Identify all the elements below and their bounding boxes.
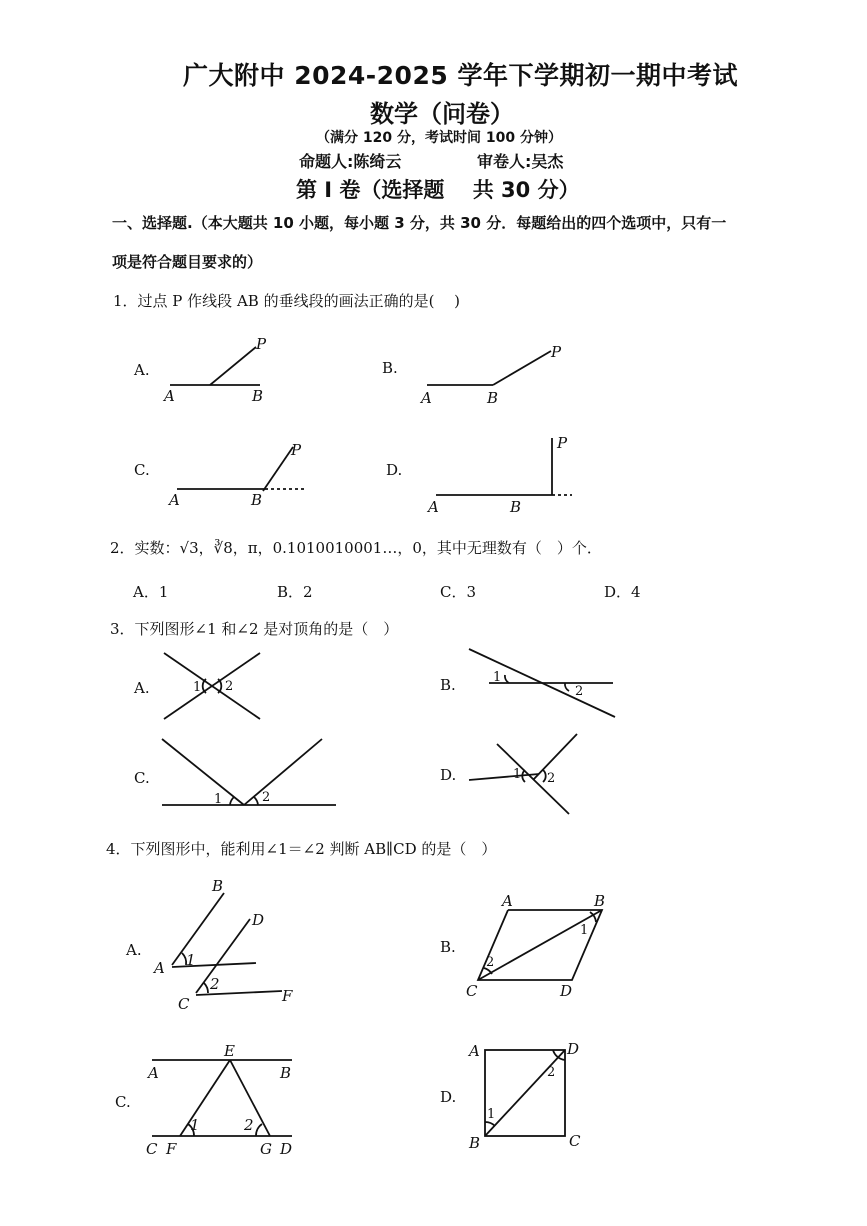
point-label-a: A	[154, 959, 165, 977]
q3-figure-d	[465, 730, 585, 820]
q4-figure-d	[465, 1038, 605, 1158]
q4-option-a-label: A.	[126, 941, 142, 959]
angle-label-2: 2	[244, 1116, 254, 1134]
q4-option-c-label: C.	[115, 1093, 131, 1111]
q3-figure-c	[160, 735, 340, 815]
point-label-a: A	[164, 387, 175, 405]
q2-option-b: B．2	[277, 583, 313, 601]
point-label-c: C	[466, 982, 478, 1000]
angle-label-2: 2	[575, 684, 584, 699]
point-label-a: A	[169, 491, 180, 509]
q1-figure-c	[165, 435, 325, 515]
volume-heading: 第 I 卷（选择题 共 30 分）	[296, 178, 580, 202]
point-label-b: B	[594, 892, 606, 910]
q3-option-c-label: C.	[134, 769, 150, 787]
angle-label-2: 2	[486, 955, 495, 970]
point-label-p: P	[551, 343, 562, 361]
point-label-d: D	[252, 911, 265, 929]
question-setter: 命题人:陈绮云	[299, 152, 402, 171]
angle-label-2: 2	[547, 771, 556, 786]
angle-label-1: 1	[580, 923, 589, 938]
point-label-a: A	[148, 1064, 159, 1082]
point-label-f: F	[282, 987, 293, 1005]
angle-label-2: 2	[225, 679, 234, 694]
q1-option-a-label: A.	[134, 361, 150, 379]
question-2-stem: 2．实数：√3，∛8，π，0.1010010001…，0，其中无理数有（ ）个．	[110, 539, 602, 557]
q2-option-d: D．4	[604, 583, 641, 601]
angle-label-1: 1	[186, 951, 196, 969]
q3-option-d-label: D.	[440, 766, 457, 784]
q3-option-b-label: B.	[440, 676, 456, 694]
section-heading-line1: 一、选择题.（本大题共 10 小题，每小题 3 分，共 30 分．每题给出的四个选项中，只有一	[112, 214, 727, 232]
angle-label-2: 2	[262, 790, 271, 805]
q3-option-a-label: A.	[134, 679, 150, 697]
section-heading-line2: 项是符合题目要求的）	[112, 253, 263, 271]
angle-label-1: 1	[513, 767, 522, 782]
point-label-a: A	[469, 1042, 480, 1060]
angle-label-2: 2	[547, 1065, 556, 1080]
point-label-b: B	[510, 498, 522, 516]
angle-label-1: 1	[190, 1116, 200, 1134]
point-label-b: B	[469, 1134, 481, 1152]
point-label-c: C	[569, 1132, 581, 1150]
point-label-b: B	[212, 877, 224, 895]
q1-option-c-label: C.	[134, 461, 150, 479]
point-label-c: C	[146, 1140, 158, 1158]
point-label-p: P	[291, 441, 302, 459]
point-label-a: A	[421, 389, 432, 407]
point-label-a: A	[428, 498, 439, 516]
angle-label-1: 1	[493, 670, 502, 685]
q1-option-d-label: D.	[386, 461, 403, 479]
angle-label-2: 2	[210, 975, 220, 993]
q1-figure-a	[160, 335, 280, 405]
question-3-stem: 3．下列图形∠1 和∠2 是对顶角的是（ ）	[110, 620, 399, 638]
point-label-e: E	[224, 1042, 235, 1060]
q1-figure-b	[415, 335, 575, 405]
exam-meta: （满分 120 分，考试时间 100 分钟）	[316, 130, 562, 146]
exam-subtitle: 数学（问卷）	[370, 100, 514, 128]
question-1-stem: 1．过点 P 作线段 AB 的垂线段的画法正确的是( )	[113, 292, 461, 310]
angle-label-1: 1	[487, 1107, 496, 1122]
question-reviewer: 审卷人:吴杰	[477, 152, 564, 171]
q2-option-c: C．3	[440, 583, 477, 601]
question-4-stem: 4．下列图形中，能利用∠1＝∠2 判断 AB∥CD 的是（ ）	[106, 840, 497, 858]
angle-label-1: 1	[193, 680, 202, 695]
point-label-b: B	[252, 387, 264, 405]
point-label-p: P	[256, 335, 267, 353]
angle-label-1: 1	[214, 792, 223, 807]
q3-figure-b	[465, 645, 625, 725]
point-label-d: D	[560, 982, 573, 1000]
q1-figure-d	[420, 430, 590, 520]
q4-figure-a	[150, 875, 310, 1015]
q4-figure-c	[140, 1040, 320, 1170]
point-label-f: F	[166, 1140, 177, 1158]
point-label-d: D	[280, 1140, 293, 1158]
q4-option-b-label: B.	[440, 938, 456, 956]
point-label-b: B	[280, 1064, 292, 1082]
q1-option-b-label: B.	[382, 359, 398, 377]
q2-option-a: A．1	[133, 583, 169, 601]
point-label-d: D	[567, 1040, 580, 1058]
point-label-b: B	[487, 389, 499, 407]
point-label-b: B	[251, 491, 263, 509]
point-label-g: G	[260, 1140, 272, 1158]
point-label-a: A	[502, 892, 513, 910]
q3-figure-a	[160, 645, 270, 725]
q4-figure-b	[460, 888, 640, 1008]
q4-option-d-label: D.	[440, 1088, 457, 1106]
point-label-p: P	[557, 434, 568, 452]
point-label-c: C	[178, 995, 190, 1013]
exam-title: 广大附中 2024-2025 学年下学期初一期中考试	[183, 61, 738, 90]
